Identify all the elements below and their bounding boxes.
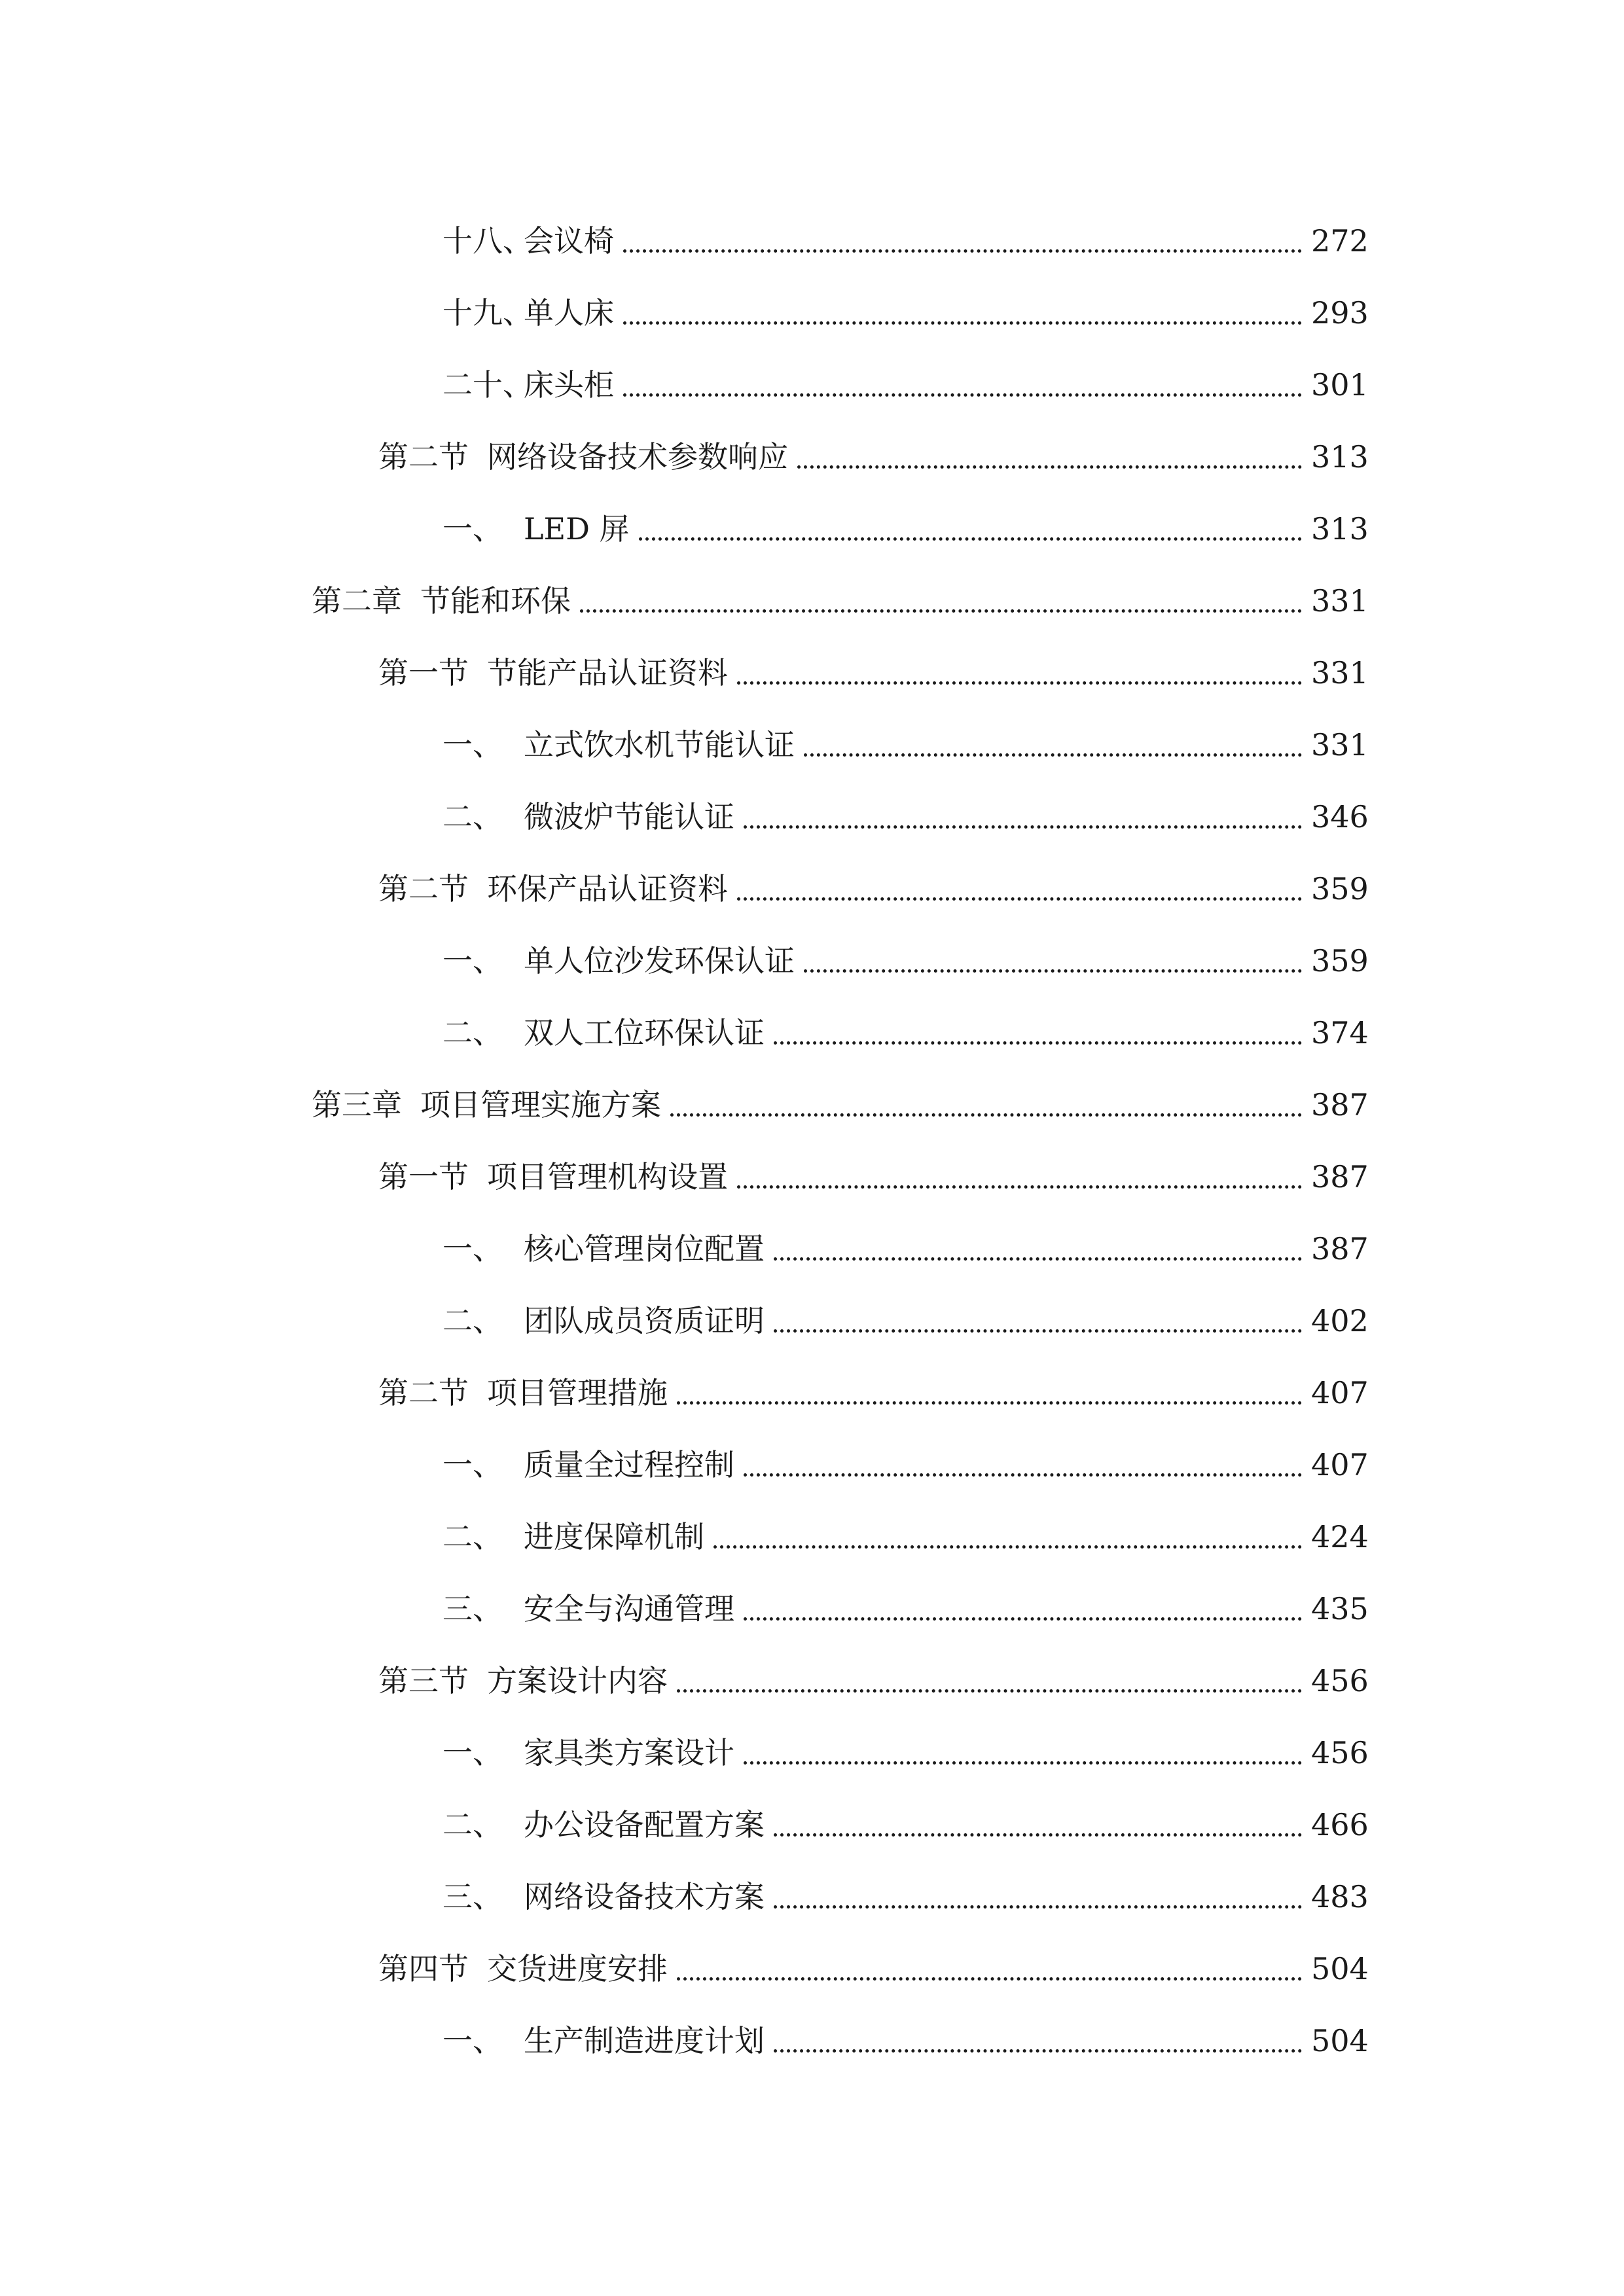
toc-entry-page: 483 — [1311, 1879, 1369, 1914]
toc-entry[interactable] — [0, 1340, 1624, 1412]
toc-entry-page: 456 — [1311, 1663, 1369, 1698]
dot-leader — [639, 509, 1302, 548]
toc-entry-title: 节能产品认证资料 — [487, 655, 728, 691]
toc-entry-number: 二、 — [442, 799, 503, 834]
toc-entry-title: 团队成员资质证明 — [524, 1303, 765, 1338]
toc-entry-number: 第二节 — [378, 439, 469, 475]
toc-entry[interactable] — [0, 1124, 1624, 1196]
dot-leader — [774, 2021, 1302, 2060]
dot-leader — [797, 437, 1302, 476]
dot-leader — [744, 1445, 1302, 1484]
dot-leader — [804, 941, 1302, 980]
toc-entry-title: LED 屏 — [524, 511, 630, 547]
toc-entry-number: 三、 — [442, 1591, 503, 1626]
toc-entry-page: 387 — [1311, 1231, 1369, 1266]
toc-entry-title: 生产制造进度计划 — [524, 2023, 765, 2058]
toc-entry-title: 质量全过程控制 — [524, 1447, 734, 1482]
toc-entry-page: 424 — [1311, 1519, 1369, 1554]
toc-entry-page: 331 — [1311, 583, 1369, 619]
toc-entry-page: 331 — [1311, 727, 1369, 762]
toc-entry-number: 一、 — [442, 1447, 503, 1482]
toc-entry-page: 293 — [1311, 295, 1369, 331]
toc-entry-page: 407 — [1311, 1375, 1369, 1410]
toc-entry[interactable] — [0, 332, 1624, 404]
toc-entry[interactable] — [0, 1700, 1624, 1772]
dot-leader — [677, 1373, 1302, 1412]
toc-entry-page: 313 — [1311, 439, 1369, 475]
toc-entry[interactable] — [0, 980, 1624, 1052]
toc-entry-page: 272 — [1311, 223, 1369, 259]
toc-entry-page: 407 — [1311, 1447, 1369, 1482]
toc-entry-page: 301 — [1311, 367, 1369, 403]
toc-entry[interactable] — [0, 692, 1624, 764]
toc-entry-number: 二、 — [442, 1303, 503, 1338]
toc-entry-number: 第一节 — [378, 655, 469, 691]
dot-leader — [580, 581, 1302, 620]
toc-entry-title: 交货进度安排 — [487, 1951, 668, 1986]
toc-entry-number: 第二节 — [378, 1375, 469, 1410]
toc-entry-number: 一、 — [442, 1735, 503, 1770]
toc-entry[interactable] — [0, 1052, 1624, 1124]
dot-leader — [713, 1517, 1302, 1556]
toc-entry-title: 单人床 — [524, 295, 614, 331]
dot-leader — [804, 725, 1302, 764]
toc-entry[interactable] — [0, 1772, 1624, 1844]
toc-entry-page: 313 — [1311, 511, 1369, 547]
toc-entry-title: 立式饮水机节能认证 — [524, 727, 795, 762]
dot-leader — [623, 293, 1302, 332]
dot-leader — [737, 1157, 1302, 1196]
toc-entry-title: 会议椅 — [524, 223, 614, 259]
toc-entry-title: 核心管理岗位配置 — [524, 1231, 765, 1266]
toc-entry-number: 一、 — [442, 511, 503, 547]
toc-entry-number: 一、 — [442, 2023, 503, 2058]
toc-entry-title: 网络设备技术方案 — [524, 1879, 765, 1914]
dot-leader — [774, 1013, 1302, 1052]
toc-entry-number: 第二节 — [378, 871, 469, 906]
toc-entry-title: 双人工位环保认证 — [524, 1015, 765, 1050]
toc-entry[interactable] — [0, 188, 1624, 260]
toc-entry-number: 第二章 — [312, 583, 402, 619]
toc-entry[interactable] — [0, 1844, 1624, 1916]
toc-entry[interactable] — [0, 1988, 1624, 2060]
toc-entry-title: 单人位沙发环保认证 — [524, 943, 795, 978]
toc-entry-number: 第三章 — [312, 1087, 402, 1122]
toc-entry[interactable] — [0, 1556, 1624, 1628]
toc-entry-page: 359 — [1311, 871, 1369, 906]
toc-entry-title: 节能和环保 — [420, 583, 571, 619]
toc-entry-page: 331 — [1311, 655, 1369, 691]
toc-entry[interactable] — [0, 1916, 1624, 1988]
dot-leader — [670, 1085, 1302, 1124]
toc-entry-title: 微波炉节能认证 — [524, 799, 734, 834]
toc-entry-page: 346 — [1311, 799, 1369, 834]
dot-leader — [623, 221, 1302, 260]
toc-entry-title: 床头柜 — [524, 367, 614, 403]
toc-entry-number: 一、 — [442, 1231, 503, 1266]
toc-entry[interactable] — [0, 1268, 1624, 1340]
toc-entry-page: 435 — [1311, 1591, 1369, 1626]
toc-entry-page: 402 — [1311, 1303, 1369, 1338]
toc-entry[interactable] — [0, 260, 1624, 332]
toc-entry-title: 方案设计内容 — [487, 1663, 668, 1698]
toc-entry-title: 环保产品认证资料 — [487, 871, 728, 906]
toc-entry-page: 456 — [1311, 1735, 1369, 1770]
toc-entry-title: 项目管理实施方案 — [420, 1087, 661, 1122]
toc-entry-page: 387 — [1311, 1087, 1369, 1122]
toc-entry[interactable] — [0, 908, 1624, 980]
toc-entry-number: 一、 — [442, 727, 503, 762]
toc-entry-title: 进度保障机制 — [524, 1519, 704, 1554]
toc-entry-title: 家具类方案设计 — [524, 1735, 734, 1770]
toc-entry-title: 项目管理机构设置 — [487, 1159, 728, 1194]
toc-entry-page: 374 — [1311, 1015, 1369, 1050]
toc-entry-number: 二、 — [442, 1807, 503, 1842]
toc-entry-title: 项目管理措施 — [487, 1375, 668, 1410]
toc-entry-page: 387 — [1311, 1159, 1369, 1194]
dot-leader — [774, 1877, 1302, 1916]
toc-entry[interactable] — [0, 548, 1624, 620]
toc-entry-title: 安全与沟通管理 — [524, 1591, 734, 1626]
toc-entry-page: 504 — [1311, 2023, 1369, 2058]
toc-entry-page: 466 — [1311, 1807, 1369, 1842]
dot-leader — [744, 797, 1302, 836]
toc-entry[interactable] — [0, 1484, 1624, 1556]
toc-entry[interactable] — [0, 1628, 1624, 1700]
toc-entry-number: 三、 — [442, 1879, 503, 1914]
toc-entry-number: 二、 — [442, 1015, 503, 1050]
dot-leader — [623, 365, 1302, 404]
toc-entry-title: 网络设备技术参数响应 — [487, 439, 788, 475]
dot-leader — [774, 1229, 1302, 1268]
toc-entry-page: 359 — [1311, 943, 1369, 978]
toc-entry-number: 十九、 — [442, 295, 533, 331]
dot-leader — [774, 1301, 1302, 1340]
dot-leader — [737, 653, 1302, 692]
toc-entry[interactable] — [0, 1412, 1624, 1484]
toc-entry-number: 第三节 — [378, 1663, 469, 1698]
dot-leader — [744, 1733, 1302, 1772]
table-of-contents — [0, 188, 1624, 2060]
toc-entry[interactable] — [0, 476, 1624, 548]
toc-entry[interactable] — [0, 404, 1624, 476]
dot-leader — [774, 1805, 1302, 1844]
toc-entry-number: 二、 — [442, 1519, 503, 1554]
toc-entry-number: 第四节 — [378, 1951, 469, 1986]
toc-entry-title: 办公设备配置方案 — [524, 1807, 765, 1842]
toc-entry-page: 504 — [1311, 1951, 1369, 1986]
dot-leader — [677, 1661, 1302, 1700]
toc-entry[interactable] — [0, 836, 1624, 908]
toc-entry-number: 十八、 — [442, 223, 533, 259]
dot-leader — [677, 1949, 1302, 1988]
toc-entry[interactable] — [0, 620, 1624, 692]
toc-entry[interactable] — [0, 764, 1624, 836]
toc-entry[interactable] — [0, 1196, 1624, 1268]
dot-leader — [744, 1589, 1302, 1628]
toc-entry-number: 第一节 — [378, 1159, 469, 1194]
toc-entry-number: 二十、 — [442, 367, 533, 403]
dot-leader — [737, 869, 1302, 908]
toc-entry-number: 一、 — [442, 943, 503, 978]
